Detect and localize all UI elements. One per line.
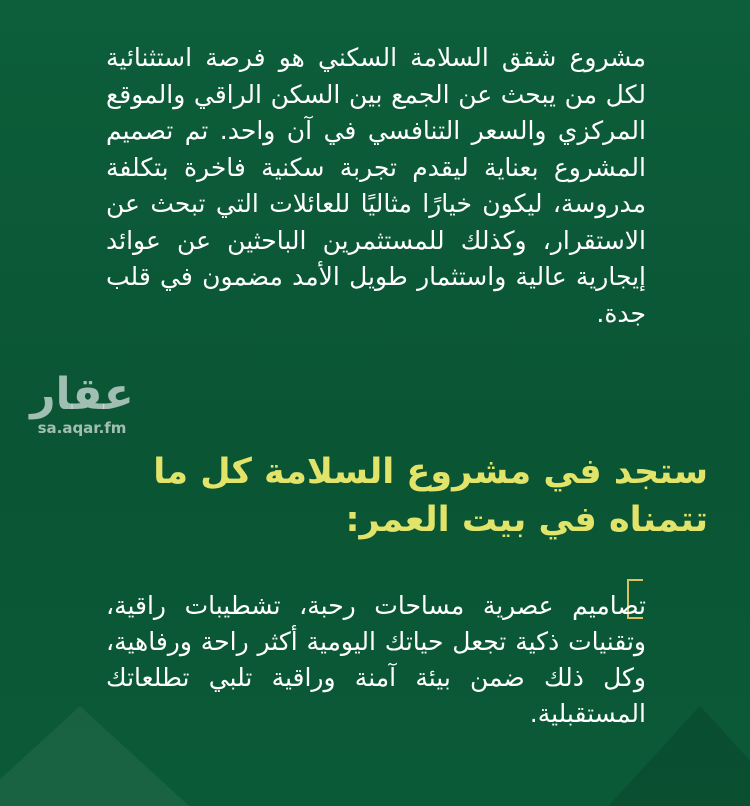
intro-paragraph: مشروع شقق السلامة السكني هو فرصة استثنائية لكل من يبحث عن الجمع بين السكن الراقي والموقع المركزي والسعر التنافسي في آن واحد. تم تصميم المشروع بعناية ليقدم تجربة سكنية فاخرة بتكلفة مدروسة، ليكون خيارًا مثاليًا للعائلات التي تبحث عن الاستقرار، وكذلك للمستثمرين الباحثين عن عوائد إيجارية عالية واستثمار طويل الأمد مضمون في قلب جدة. [106,43,646,328]
watermark-url: sa.aqar.fm [37,419,127,437]
aqar-watermark [26,370,138,436]
section-heading: ستجد في مشروع السلامة كل ما تتمناه في بيت العمر: [153,452,708,540]
features-paragraph: تصاميم عصرية مساحات رحبة، تشطيبات راقية، وتقنيات ذكية تجعل حياتك اليومية أكثر راحة ورفاهية، وكل ذلك ضمن بيئة آمنة وراقية تلبي تطلعاتك المستقبلية. [106,591,646,728]
watermark-logo: عقار [30,369,134,420]
